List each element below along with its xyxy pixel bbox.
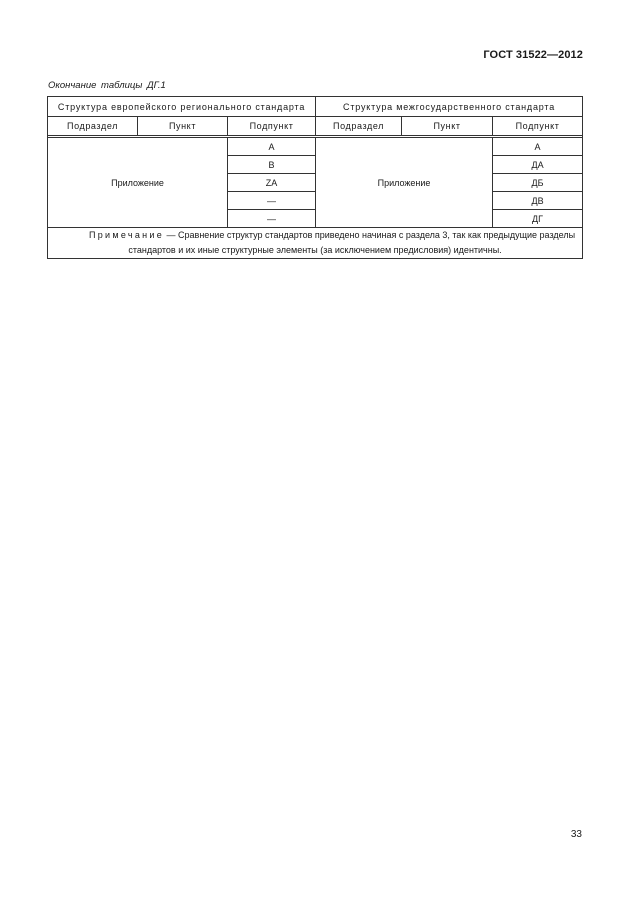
table-cell: —	[228, 192, 316, 210]
column-header-subsection: Подраздел	[316, 117, 402, 136]
page-number: 33	[570, 829, 582, 840]
group-header-european: Структура европейского регионального стандарта	[48, 97, 316, 117]
column-header-item: Пункт	[402, 117, 493, 136]
table-cell: ZA	[228, 174, 316, 192]
merged-cell-annex-left: Приложение	[48, 138, 228, 228]
note-label: Примечание	[88, 230, 165, 240]
column-header-subitem: Подпункт	[493, 117, 583, 136]
table-cell: ДВ	[493, 192, 583, 210]
structure-comparison-table	[47, 96, 583, 259]
group-header-interstate: Структура межгосударственного стандарта	[316, 97, 583, 117]
table-cell: A	[228, 138, 316, 156]
merged-cell-annex-right: Приложение	[316, 138, 493, 228]
table-caption: Окончание таблицы ДГ.1	[48, 80, 166, 91]
column-header-subitem: Подпункт	[228, 117, 316, 136]
table-cell: ДГ	[493, 210, 583, 228]
column-header-item: Пункт	[138, 117, 228, 136]
table-cell: B	[228, 156, 316, 174]
table-cell: —	[228, 210, 316, 228]
table-cell: А	[493, 138, 583, 156]
table-note	[48, 228, 583, 259]
note-text: — Сравнение структур стандартов приведено начиная с раздела 3, так как предыдущие разделы стандартов и их иные структурные элементы (за исключением предисловия) идентичны.	[128, 230, 576, 255]
table-cell: ДБ	[493, 174, 583, 192]
column-header-subsection: Подраздел	[48, 117, 138, 136]
standard-code-header: ГОСТ 31522—2012	[483, 49, 583, 61]
table-cell: ДА	[493, 156, 583, 174]
